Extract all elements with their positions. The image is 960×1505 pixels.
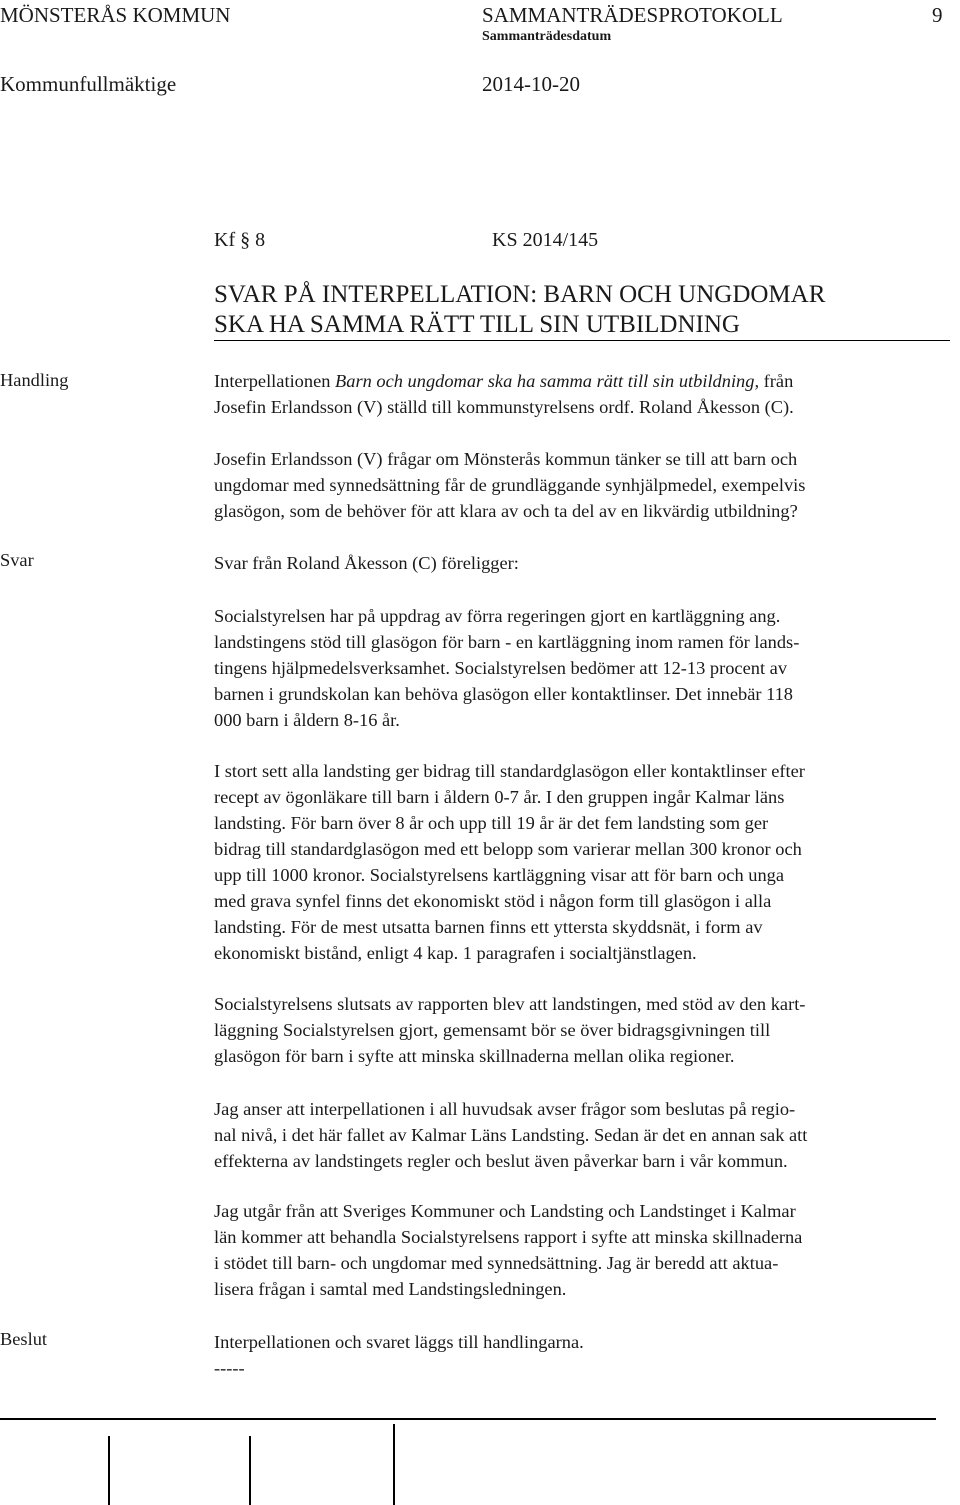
case-reference <box>214 229 265 252</box>
answer-paragraph-3 <box>214 991 954 1069</box>
paragraph-line: effekterna av landstingets regler och beslut även påverkar barn i vår kommun. <box>214 1151 788 1171</box>
document-title-line1: SVAR PÅ INTERPELLATION: BARN OCH UNGDOMAR <box>214 281 826 308</box>
paragraph-line: läggning Socialstyrelsen gjort, gemensamt bör se över bidragsgivningen till <box>214 1020 771 1040</box>
answer-paragraph-2 <box>214 758 954 966</box>
paragraph-line: glasögon för barn i syfte att minska skillnaderna mellan olika regioner. <box>214 1046 735 1066</box>
paragraph-line: lisera frågan i samtal med Landstingsledningen. <box>214 1279 567 1299</box>
signature-divider <box>249 1436 251 1505</box>
signature-divider <box>108 1436 110 1505</box>
beslut-label: Beslut <box>0 1329 48 1349</box>
paragraph-line: barnen i grundskolan kan behöva glasögon eller kontaktlinser. Det innebär 118 <box>214 684 793 704</box>
paragraph-line: Jag anser att interpellationen i all huvudsak avser frågor som beslutas på regio- <box>214 1099 796 1119</box>
question-line: Josefin Erlandsson (V) frågar om Mönsterås kommun tänker se till att barn och <box>214 449 798 469</box>
municipality-name: MÖNSTERÅS KOMMUN <box>0 3 231 27</box>
paragraph-line: 000 barn i åldern 8-16 år. <box>214 710 400 730</box>
case-number: 8 <box>255 229 266 251</box>
svar-intro: Svar från Roland Åkesson (C) föreligger: <box>214 553 519 573</box>
paragraph-line: recept av ögonläkare till barn i åldern 0-7 år. I den gruppen ingår Kalmar läns <box>214 787 785 807</box>
answer-paragraph-5 <box>214 1198 954 1302</box>
handling-line-2: Josefin Erlandsson (V) ställd till kommunstyrelsens ordf. Roland Åkesson (C). <box>214 397 794 417</box>
question-line: ungdomar med synnedsättning får de grundläggande synhjälpmedel, exempelvis <box>214 475 806 495</box>
signature-box-top-line <box>0 1418 936 1420</box>
handling-label: Handling <box>0 370 69 390</box>
beslut-decision: Interpellationen och svaret läggs till handlingarna. <box>214 1332 584 1352</box>
paragraph-line: ekonomiskt bistånd, enligt 4 kap. 1 paragrafen i socialtjänstlagen. <box>214 943 697 963</box>
paragraph-line: upp till 1000 kronor. Socialstyrelsens kartläggning visar att för barn och unga <box>214 865 784 885</box>
meeting-body: Kommunfullmäktige <box>0 72 177 96</box>
paragraph-line: med grava synfel finns det ekonomiskt stöd i någon form till glasögon i alla <box>214 891 772 911</box>
paragraph-line: Socialstyrelsens slutsats av rapporten blev att landstingen, med stöd av den kart- <box>214 994 806 1014</box>
title-underline <box>214 340 950 341</box>
paragraph-line: Socialstyrelsen har på uppdrag av förra regeringen gjort en kartläggning ang. <box>214 606 781 626</box>
paragraph-line: Jag utgår från att Sveriges Kommuner och Landsting och Landstinget i Kalmar <box>214 1201 796 1221</box>
question-line: glasögon, som de behöver för att klara av och ta del av en likvärdig utbildning? <box>214 501 798 521</box>
kf-label: Kf <box>214 229 236 251</box>
paragraph-line: I stort sett alla landsting ger bidrag till standardglasögon eller kontaktlinser efter <box>214 761 805 781</box>
question-paragraph <box>214 446 954 524</box>
paragraph-line: län kommer att behandla Socialstyrelsens rapport i syfte att minska skillnaderna <box>214 1227 803 1247</box>
paragraph-line: tingens hjälpmedelsverksamhet. Socialstyrelsen bedömer att 12-13 procent av <box>214 658 788 678</box>
handling-line-1: Interpellationen Barn och ungdomar ska ha samma rätt till sin utbildning, från <box>214 371 794 391</box>
paragraph-line: nal nivå, i det här fallet av Kalmar Läns Landsting. Sedan är det en annan sak att <box>214 1125 808 1145</box>
meeting-date-label: Sammanträdesdatum <box>482 29 612 44</box>
paragraph-line: landsting. För de mest utsatta barnen finns ett yttersta skyddsnät, i form av <box>214 917 763 937</box>
protocol-title: SAMMANTRÄDESPROTOKOLL <box>482 3 783 27</box>
page-number: 9 <box>932 3 943 27</box>
answer-paragraph-4 <box>214 1096 954 1174</box>
answer-paragraph-1 <box>214 603 954 733</box>
svar-label: Svar <box>0 550 34 570</box>
paragraph-line: landsting. För barn över 8 år och upp till 19 år är det fem landsting som ger <box>214 813 769 833</box>
signature-divider <box>393 1424 395 1505</box>
paragraph-line: i stödet till barn- och ungdomar med synnedsättning. Jag är beredd att aktua- <box>214 1253 779 1273</box>
beslut-text <box>214 1329 954 1381</box>
end-mark: ----- <box>214 1358 245 1378</box>
section-sign: § <box>240 229 251 251</box>
paragraph-line: bidrag till standardglasögon med ett belopp som varierar mellan 300 kronor och <box>214 839 802 859</box>
handling-text <box>214 368 954 420</box>
ks-reference: KS 2014/145 <box>492 229 599 251</box>
paragraph-line: landstingens stöd till glasögon för barn - en kartläggning inom ramen för lands- <box>214 632 800 652</box>
document-title-line2: SKA HA SAMMA RÄTT TILL SIN UTBILDNING <box>214 311 740 338</box>
meeting-date: 2014-10-20 <box>482 72 580 96</box>
